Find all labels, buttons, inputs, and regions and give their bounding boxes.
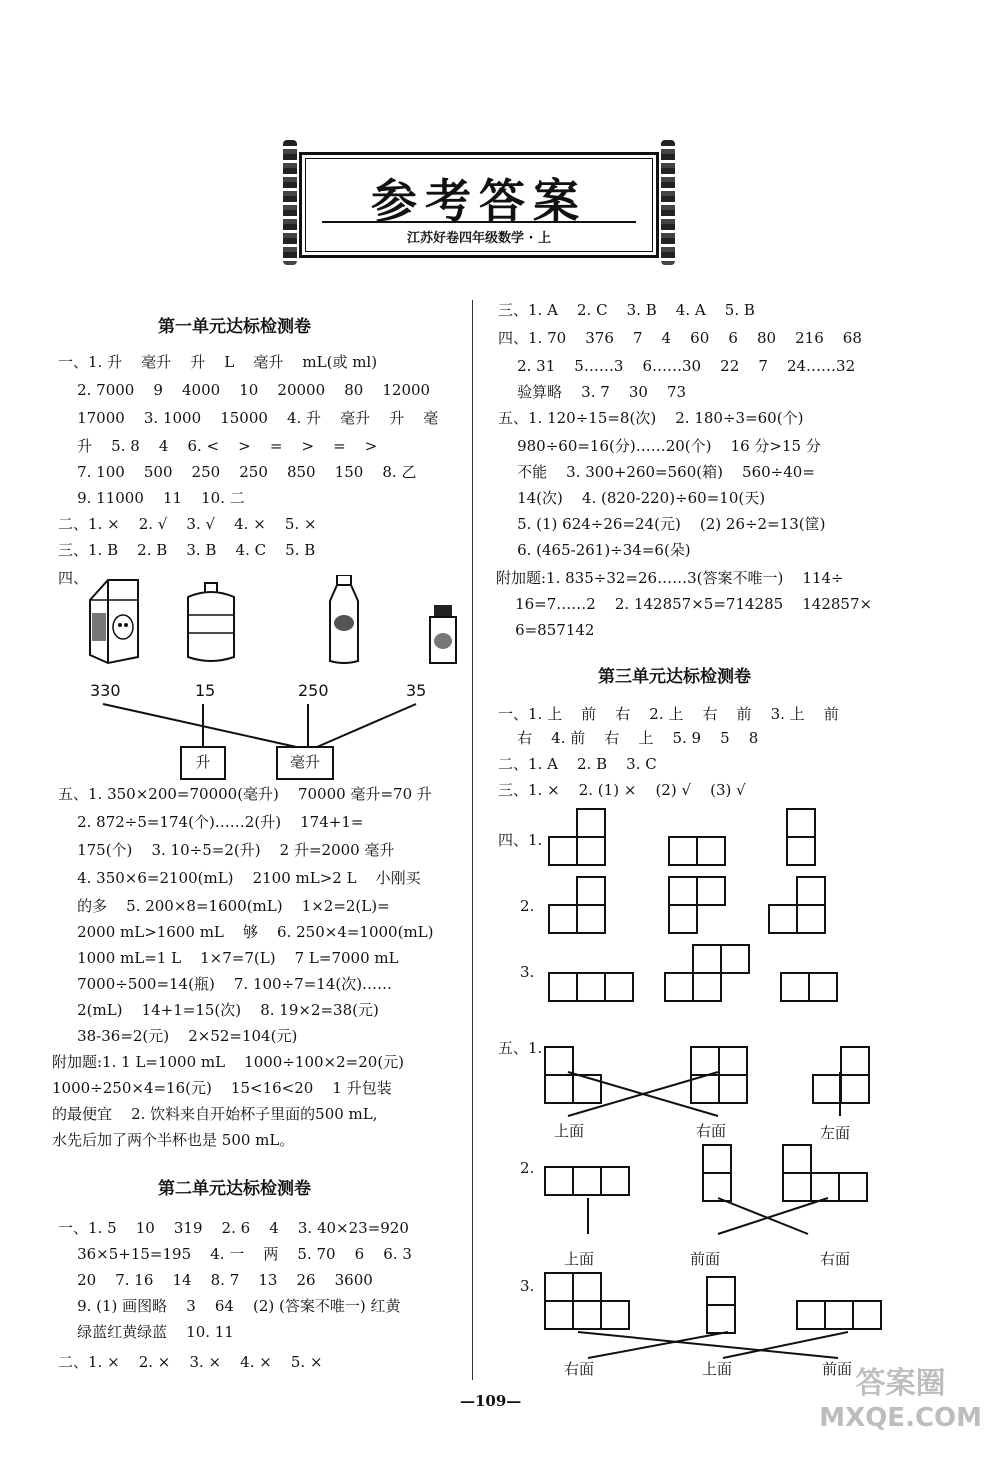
matching-lines	[558, 1196, 858, 1246]
answer-line: 的多 5. 200×8=1600(mL) 1×2=2(L)=	[58, 897, 390, 915]
answer-line: 三、1. × 2. (1) × (2) √ (3) √	[498, 781, 746, 799]
answer-line: 五、1. 120÷15=8(次) 2. 180÷3=60(个)	[498, 409, 804, 427]
milk-carton-icon	[90, 580, 138, 663]
water-jug-icon	[188, 583, 234, 661]
volume-label: 15	[195, 681, 216, 700]
bonus-line: 附加题:1. 835÷32=26……3(答案不唯一) 114÷	[496, 569, 844, 587]
answer-line: 6. (465-261)÷34=6(朵)	[498, 541, 691, 559]
answer-line: 升 5. 8 4 6. < > = > = >	[58, 437, 378, 455]
volume-label: 250	[298, 681, 329, 700]
question-label: 3.	[520, 963, 535, 981]
view-caption: 左面	[820, 1124, 851, 1142]
matching-lines	[98, 702, 428, 752]
view-caption: 前面	[822, 1360, 853, 1378]
containers-illustration	[88, 575, 458, 670]
answer-line: 验算略 3. 7 30 73	[498, 383, 687, 401]
small-jar-icon	[430, 605, 456, 663]
bonus-line: 附加题:1. 1 L=1000 mL 1000÷100×2=20(元)	[52, 1053, 405, 1071]
answer-line: 14(次) 4. (820-220)÷60=10(天)	[498, 489, 766, 507]
volume-label: 330	[90, 681, 121, 700]
answer-line: 175(个) 3. 10÷5=2(升) 2 升=2000 毫升	[58, 841, 395, 859]
bonus-line: 水先后加了两个半杯也是 500 mL。	[52, 1131, 295, 1149]
answer-line: 二、1. × 2. × 3. × 4. × 5. ×	[58, 1353, 323, 1371]
watermark	[819, 1367, 982, 1435]
answer-line: 五、1. 350×200=70000(毫升) 70000 毫升=70 升	[58, 785, 432, 803]
view-caption: 上面	[554, 1122, 585, 1140]
answer-line: 980÷60=16(分)……20(个) 16 分>15 分	[498, 437, 821, 455]
page-number: —109—	[460, 1392, 522, 1410]
bonus-line: 的最便宜 2. 饮料来自开始杯子里面的500 mL,	[52, 1105, 378, 1123]
title-banner	[283, 140, 675, 265]
scroll-rod-right	[661, 140, 675, 265]
page-title: 参考答案	[371, 174, 587, 228]
watermark-line: MXQE.COM	[819, 1403, 982, 1433]
view-caption: 前面	[690, 1250, 721, 1268]
answer-line: 9. 11000 11 10. 二	[58, 489, 245, 507]
section-label: 四、	[58, 569, 89, 587]
answer-line: 一、1. 5 10 319 2. 6 4 3. 40×23=920	[58, 1219, 409, 1237]
answer-line: 三、1. B 2. B 3. B 4. C 5. B	[58, 541, 316, 559]
question-label: 四、1.	[498, 831, 543, 849]
column-divider	[472, 300, 473, 1380]
answer-line: 绿蓝红黄绿蓝 10. 11	[58, 1323, 234, 1341]
answer-line: 2. 872÷5=174(个)……2(升) 174+1=	[58, 813, 364, 831]
answer-line: 不能 3. 300+260=560(箱) 560÷40=	[498, 463, 815, 481]
answer-line: 7. 100 500 250 250 850 150 8. 乙	[58, 463, 417, 481]
unit2-heading: 第二单元达标检测卷	[158, 1179, 311, 1199]
answer-line: 一、1. 升 毫升 升 L 毫升 mL(或 ml)	[58, 353, 378, 371]
view-caption: 上面	[564, 1250, 595, 1268]
answer-line: 四、1. 70 376 7 4 60 6 80 216 68	[498, 329, 862, 347]
view-caption: 右面	[820, 1250, 851, 1268]
view-caption: 右面	[564, 1360, 595, 1378]
bonus-line: 1000÷250×4=16(元) 15<16<20 1 升包装	[52, 1079, 392, 1097]
answer-line: 2000 mL>1600 mL 够 6. 250×4=1000(mL)	[58, 923, 434, 941]
answer-line: 二、1. × 2. √ 3. √ 4. × 5. ×	[58, 515, 317, 533]
answer-line: 36×5+15=195 4. 一 两 5. 70 6 6. 3	[58, 1245, 412, 1263]
question-label: 五、1.	[498, 1039, 543, 1057]
question-label: 2.	[520, 897, 535, 915]
answer-line: 38-36=2(元) 2×52=104(元)	[58, 1027, 298, 1045]
answer-line: 三、1. A 2. C 3. B 4. A 5. B	[498, 301, 755, 319]
page-subtitle: 江苏好卷四年级数学 · 上	[407, 231, 551, 246]
bonus-line: 6=857142	[496, 621, 595, 639]
answer-line: 4. 350×6=2100(mL) 2100 mL>2 L 小刚买	[58, 869, 421, 887]
answer-line: 5. (1) 624÷26=24(元) (2) 26÷2=13(筐)	[498, 515, 826, 533]
question-label: 3.	[520, 1277, 535, 1295]
answer-line: 2. 31 5……3 6……30 22 7 24……32	[498, 357, 856, 375]
answer-line: 一、1. 上 前 右 2. 上 右 前 3. 上 前	[498, 705, 839, 723]
question-label: 2.	[520, 1159, 535, 1177]
unit-box-liter: 升	[180, 746, 226, 780]
banner-rule	[322, 221, 636, 223]
banner-frame	[299, 152, 659, 258]
answer-line: 20 7. 16 14 8. 7 13 26 3600	[58, 1271, 373, 1289]
scroll-rod-left	[283, 140, 297, 265]
answer-line: 7000÷500=14(瓶) 7. 100÷7=14(次)……	[58, 975, 393, 993]
unit3-heading: 第三单元达标检测卷	[598, 667, 751, 687]
bottle-icon	[330, 575, 358, 663]
answer-line: 17000 3. 1000 15000 4. 升 毫升 升 毫	[58, 409, 439, 427]
bonus-line: 16=7……2 2. 142857×5=714285 142857×	[496, 595, 873, 613]
answer-line: 右 4. 前 右 上 5. 9 5 8	[498, 729, 759, 747]
volume-label: 35	[406, 681, 427, 700]
answer-line: 二、1. A 2. B 3. C	[498, 755, 657, 773]
answer-line: 2. 7000 9 4000 10 20000 80 12000	[58, 381, 431, 399]
watermark-line: 答案圈	[855, 1366, 946, 1401]
unit-box-milliliter: 毫升	[276, 746, 334, 780]
answer-line: 9. (1) 画图略 3 64 (2) (答案不唯一) 红黄	[58, 1297, 401, 1315]
answer-line: 1000 mL=1 L 1×7=7(L) 7 L=7000 mL	[58, 949, 399, 967]
unit1-heading: 第一单元达标检测卷	[158, 317, 311, 337]
answer-line: 2(mL) 14+1=15(次) 8. 19×2=38(元)	[58, 1001, 379, 1019]
view-caption: 上面	[702, 1360, 733, 1378]
view-caption: 右面	[696, 1122, 727, 1140]
